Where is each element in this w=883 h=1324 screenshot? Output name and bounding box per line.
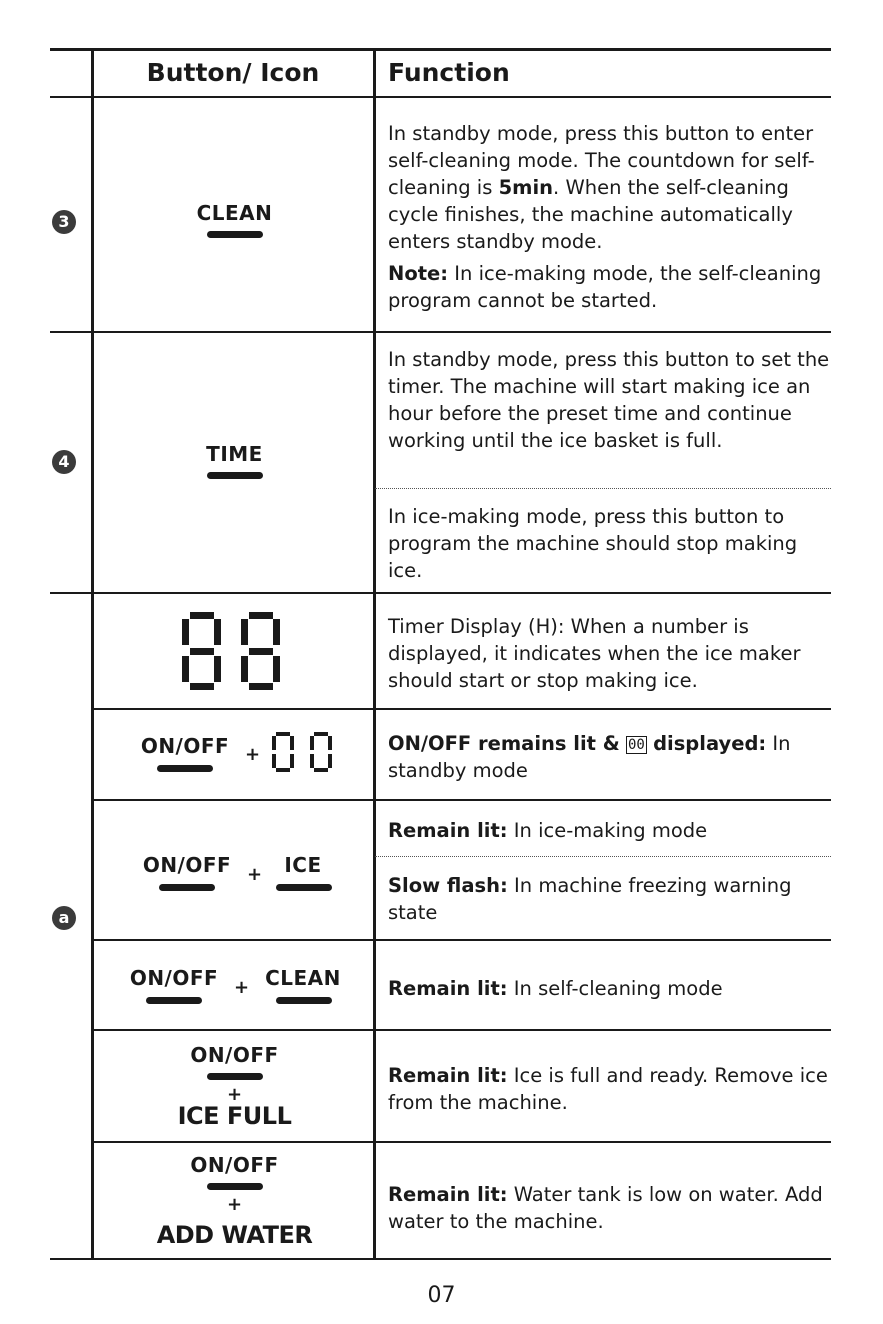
dotted-divider (375, 856, 831, 857)
ice-bar (276, 884, 332, 891)
callout-number-4: 4 (52, 450, 76, 474)
ice-label: ICE (284, 853, 322, 877)
plus-sign: + (226, 1084, 243, 1105)
clean-button-label: CLEAN (196, 201, 273, 225)
header-function: Function (388, 58, 510, 87)
onoff-bar (159, 884, 215, 891)
onoff-bar (207, 1073, 263, 1080)
header-button-icon: Button/ Icon (146, 58, 320, 87)
time-button-label: TIME (206, 442, 263, 466)
add-water-text: Remain lit: Water tank is low on water. Add water to the machine. (388, 1183, 823, 1233)
onoff-bar (207, 1183, 263, 1190)
time-function-text-icemaking: In ice-making mode, press this button to program the machine should stop making ice. (388, 505, 798, 582)
small-digits-icon (272, 732, 334, 776)
time-button-bar (207, 472, 263, 479)
onoff-label: ON/OFF (190, 1153, 279, 1177)
table-top-border (50, 48, 831, 51)
clean-bar (276, 997, 332, 1004)
plus-sign: + (226, 1194, 243, 1215)
row-divider (93, 799, 831, 801)
clean-label: CLEAN (265, 966, 341, 990)
onoff-label: ON/OFF (129, 966, 219, 990)
row-divider (50, 331, 831, 333)
column-divider-left (91, 48, 94, 1260)
ice-full-label: ICE FULL (177, 1102, 292, 1130)
onoff-label: ON/OFF (140, 734, 230, 758)
clean-remain-lit-text: Remain lit: In self-cleaning mode (388, 977, 723, 1000)
ice-remain-lit-text: Remain lit: In ice-making mode (388, 819, 708, 842)
timer-display-icon (182, 612, 288, 690)
plus-sign: + (245, 744, 261, 765)
plus-sign: + (234, 977, 250, 998)
onoff-bar (157, 765, 213, 772)
clean-button-bar (207, 231, 263, 238)
add-water-label: ADD WATER (156, 1221, 313, 1249)
plus-sign: + (247, 864, 263, 885)
clean-function-text: In standby mode, press this button to enter self-cleaning mode. The countdown for self-cleaning is 5min. When the self-cleaning cycle finishes, the machine automatically enters standby mode. (388, 122, 815, 253)
page-number: 07 (427, 1283, 456, 1308)
dotted-divider (375, 488, 831, 489)
time-function-text-standby: In standby mode, press this button to set the timer. The machine will start making ice an hour before the preset time and continue working until the ice basket is full. (388, 348, 830, 452)
ice-slow-flash-text: Slow flash: In machine freezing warning state (388, 874, 792, 924)
ice-full-text: Remain lit: Ice is full and ready. Remove ice from the machine. (388, 1064, 828, 1114)
row-divider (93, 708, 831, 710)
row-divider (93, 939, 831, 941)
timer-display-text: Timer Display (H): When a number is displayed, it indicates when the ice maker should start or stop making ice. (388, 615, 801, 692)
callout-letter-a: a (52, 906, 76, 930)
onoff-bar (146, 997, 202, 1004)
onoff-standby-text: ON/OFF remains lit & 00 displayed: In standby mode (388, 732, 791, 782)
header-divider (50, 96, 831, 98)
callout-number-3: 3 (52, 210, 76, 234)
onoff-label: ON/OFF (190, 1043, 279, 1067)
clean-note: Note: In ice-making mode, the self-cleaning program cannot be started. (388, 262, 822, 312)
onoff-label: ON/OFF (142, 853, 232, 877)
column-divider-right (373, 48, 376, 1260)
inline-digits-icon: 00 (628, 736, 645, 753)
row-divider (93, 1029, 831, 1031)
row-divider (50, 592, 831, 594)
row-divider (93, 1141, 831, 1143)
table-bottom-border (50, 1258, 831, 1260)
